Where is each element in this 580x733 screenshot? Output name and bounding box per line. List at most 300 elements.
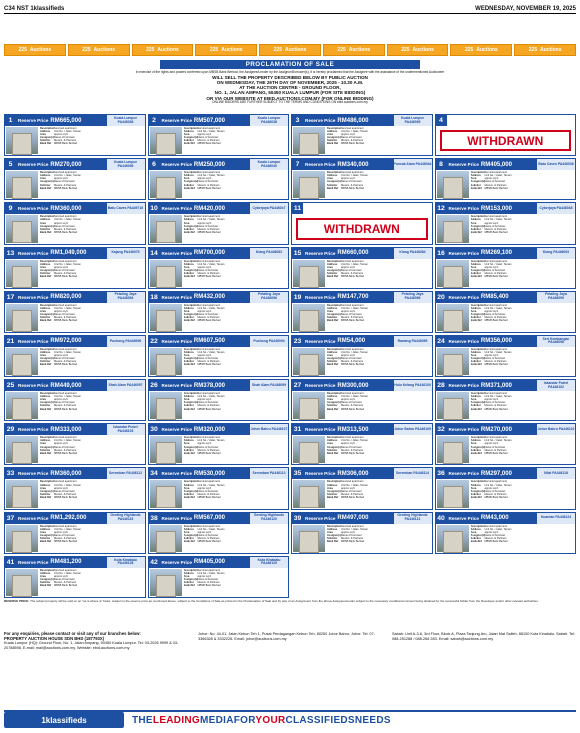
tab-label: Auctions (348, 47, 371, 53)
detail-value: Messrs. & Partners (197, 183, 220, 187)
detail-key: Address (470, 218, 481, 222)
lot-card (291, 467, 433, 509)
detail-value: Serviced apartment (197, 215, 220, 219)
auction-tab (450, 44, 512, 56)
lot-card (291, 335, 433, 377)
detail-value: Messrs. & Partners (197, 537, 220, 540)
lot-card (435, 114, 577, 156)
auction-tab (387, 44, 449, 56)
reserve-price (447, 248, 538, 259)
lot-number: 6 (149, 159, 160, 170)
reserve-price-label: Reserve Price (18, 471, 49, 477)
detail-key: Bank Ref (470, 495, 482, 499)
detail-value: approx sq.ft. (54, 177, 69, 181)
lot-details (40, 171, 144, 198)
lot-location: Nilai PA446118 (537, 468, 575, 479)
reserve-price-amount: RM1,292,000 (50, 515, 87, 522)
detail-value: Name of borrower (197, 313, 219, 316)
detail-value: approx sq.ft. (54, 133, 69, 137)
detail-value: MBSB Bank Berhad (197, 186, 221, 190)
lot-body (149, 259, 289, 288)
detail-key: Address (183, 130, 194, 134)
tag-e: YOUR (255, 714, 286, 726)
lot-body (149, 214, 289, 243)
lot-number: 34 (150, 470, 158, 478)
lot-details (40, 436, 144, 463)
detail-key: Description (327, 127, 342, 130)
detail-value: Messrs. & Partners (197, 492, 220, 496)
reserve-price (16, 380, 107, 391)
detail-key: Area (183, 398, 190, 402)
detail-key: Bank Ref (40, 407, 52, 411)
lot-location: Genting Highlands PA446119 (107, 513, 145, 524)
detail-value: Name of borrower (341, 489, 362, 493)
detail-value: Name of borrower (484, 489, 506, 493)
lot-details (184, 480, 288, 507)
reserve-price-label: Reserve Price (18, 118, 49, 123)
detail-value: Name of borrower (197, 224, 219, 228)
detail-key: Area (40, 442, 46, 446)
detail-key: Assignor(s) (327, 136, 342, 140)
property-photo (6, 436, 38, 463)
detail-value: approx sq.ft. (484, 177, 499, 181)
lot-body (436, 259, 576, 288)
detail-value: Messrs. & Partners (197, 581, 220, 585)
reserve-price-label: Reserve Price (448, 294, 479, 300)
masthead-right: WEDNESDAY, NOVEMBER 19, 2025 (475, 5, 576, 12)
lot-header (149, 248, 289, 259)
detail-value: Messrs. & Partners (341, 404, 364, 408)
reserve-price-label: Reserve Price (161, 294, 192, 300)
detail-value: Name of borrower (341, 401, 362, 405)
detail-key: Bank Ref (40, 186, 52, 190)
lot-details (471, 525, 575, 552)
lot-location: Kuala Lumpur PA446039 (394, 115, 432, 126)
detail-row (471, 187, 575, 190)
detail-key: Assignor(s) (327, 357, 342, 361)
detail-key: Address (327, 306, 338, 310)
lot-location: Cyberjaya PA446048 (537, 203, 575, 214)
lot-number: 5 (5, 159, 16, 170)
lot-card (291, 423, 433, 465)
detail-key: Description (470, 259, 485, 263)
lot-card (4, 202, 146, 244)
footer-tagline (124, 715, 576, 726)
lot-body (292, 524, 432, 553)
detail-value: approx sq.ft. (484, 442, 499, 446)
lot-header (292, 336, 432, 347)
auction-tab (514, 44, 576, 56)
detail-value: Messrs. & Partners (341, 448, 364, 452)
lot-details (327, 525, 431, 552)
detail-value: Serviced apartment (484, 392, 507, 396)
lot-number: 15 (293, 249, 302, 257)
detail-key: Bank Ref (40, 142, 52, 146)
reserve-price (303, 115, 394, 126)
lot-location: Puncak Alam PA446044 (394, 159, 432, 170)
lot-card (291, 114, 433, 156)
lot-details (40, 215, 144, 242)
reserve-price-amount: RM486,000 (337, 117, 369, 124)
lot-details (40, 127, 144, 154)
detail-value: Messrs. & Partners (54, 227, 77, 231)
reserve-price-label: Reserve Price (18, 338, 49, 344)
detail-key: Area (327, 530, 333, 534)
detail-key: Bank Ref (183, 451, 195, 455)
detail-row (40, 319, 144, 322)
reserve-price-amount: RM449,000 (50, 382, 82, 389)
detail-value: Serviced apartment (484, 259, 507, 263)
intro-line-6: OR VIA OUR WEBSITE AT EBID.AUCTIONS.COM.MY (FOR ONLINE BIDDING) (206, 95, 374, 101)
detail-key: Solicitor (40, 227, 51, 231)
lot-header (436, 336, 576, 347)
reserve-price-amount: RM340,000 (337, 161, 369, 168)
reserve-price-amount: RM269,100 (480, 250, 512, 257)
reserve-price (303, 336, 394, 347)
detail-key: Solicitor (470, 492, 481, 496)
detail-key: Address (40, 174, 51, 178)
detail-key: Bank Ref (470, 363, 482, 367)
detail-key: Description (40, 171, 55, 175)
reserve-price (160, 336, 251, 347)
lot-location: Kuala Lumpur PA446036 (107, 115, 145, 126)
detail-value: Name of borrower (54, 357, 75, 361)
reserve-price-label: Reserve Price (18, 383, 49, 389)
detail-row (471, 319, 575, 322)
lot-header (436, 248, 576, 259)
lot-header (436, 203, 576, 214)
detail-key: Area (183, 575, 190, 578)
property-photo (150, 525, 182, 552)
detail-key: Area (183, 486, 190, 490)
detail-value: Unit No. / Jalan, Taman (197, 351, 225, 354)
detail-key: Solicitor (327, 404, 338, 408)
detail-row (327, 408, 431, 411)
detail-value: approx sq.ft. (197, 575, 212, 578)
detail-key: Bank Ref (40, 319, 52, 323)
detail-key: Description (327, 524, 342, 528)
contact-hq (4, 632, 188, 682)
detail-key: Area (327, 265, 333, 269)
detail-key: Description (40, 303, 55, 307)
contact-sabah: Sabah: Unit A-3-6, 3rd Floor, Block A, Plaza Tanjung Aru, Jalan Mat Salleh, 88100 Kota Kinabalu, Sabah. Tel: 088-251288 / 088-266 283. Email: sabah@auctions.com.my (392, 632, 576, 641)
lot-details (184, 260, 288, 287)
lot-card (148, 202, 290, 244)
reserve-price-amount: RM607,500 (193, 338, 225, 345)
detail-key: Address (183, 351, 194, 354)
detail-value: Name of borrower (484, 401, 506, 405)
detail-key: Bank Ref (470, 275, 482, 278)
detail-key: Description (183, 392, 198, 396)
reserve-price (160, 424, 251, 435)
lot-location: Petaling Jaya PA446096 (250, 292, 288, 303)
reserve-price-amount: RM313,500 (337, 426, 369, 433)
reserve-price-amount: RM320,000 (193, 426, 225, 433)
detail-key: Solicitor (40, 316, 51, 320)
detail-value: Serviced apartment (341, 392, 364, 396)
reserve-price (447, 159, 538, 170)
detail-row (184, 408, 288, 411)
tag-b: LEADING (152, 714, 201, 726)
detail-value: Name of borrower (54, 578, 75, 582)
detail-row (40, 540, 144, 543)
detail-value: Unit No. / Jalan, Taman (54, 571, 81, 575)
detail-value: Messrs. & Partners (54, 316, 77, 320)
detail-value: Name of borrower (341, 180, 362, 184)
detail-row (184, 363, 288, 366)
detail-value: Unit No. / Jalan, Taman (484, 306, 512, 310)
reserve-price-amount: RM360,000 (50, 205, 82, 212)
detail-value: Messrs. & Partners (54, 139, 77, 143)
lot-card (148, 512, 290, 554)
detail-row (327, 540, 431, 543)
property-photo (437, 480, 469, 507)
lot-number: 23 (293, 337, 302, 345)
detail-value: Unit No. / Jalan, Taman (197, 483, 225, 487)
detail-key: Area (470, 265, 477, 269)
detail-value: approx sq.ft. (484, 486, 499, 490)
footer-banner (4, 710, 576, 728)
detail-value: MBSB Bank Berhad (484, 230, 508, 234)
property-photo (6, 392, 38, 419)
brand-logo: 1klassifieds (4, 712, 124, 728)
lot-card (4, 467, 146, 509)
lot-card (435, 423, 577, 465)
detail-key: Bank Ref (40, 451, 52, 455)
detail-key: Bank Ref (40, 495, 52, 499)
lot-location: Genting Highlands PA446120 (250, 513, 288, 524)
lot-body (292, 170, 432, 199)
reserve-price (160, 115, 251, 126)
detail-value: Unit No. / Jalan, Taman (341, 306, 368, 310)
lot-number: 8 (436, 159, 447, 170)
detail-key: Area (470, 354, 477, 358)
detail-value: Messrs. & Partners (341, 316, 364, 320)
detail-value: Serviced apartment (484, 303, 507, 307)
detail-value: Messrs. & Partners (197, 271, 220, 275)
detail-value: Name of borrower (484, 357, 506, 361)
lot-number: 27 (293, 382, 302, 390)
detail-key: Bank Ref (470, 451, 482, 455)
detail-value: MBSB Bank Berhad (484, 275, 508, 278)
detail-value: approx sq.ft. (341, 133, 356, 137)
tab-label: Auctions (221, 47, 243, 53)
detail-key: Description (470, 347, 485, 351)
intro-line-4: AT THE AUCTION CENTRE - GROUND FLOOR, (239, 85, 341, 91)
property-photo (150, 436, 182, 463)
lot-header (292, 468, 432, 479)
property-photo (150, 392, 182, 419)
lot-header (149, 468, 289, 479)
detail-value: MBSB Bank Berhad (197, 230, 221, 234)
reserve-price (16, 468, 107, 479)
tag-a: THE (132, 714, 153, 726)
detail-key: Area (327, 486, 333, 490)
detail-value: Messrs. & Partners (484, 404, 507, 408)
detail-value: Unit No. / Jalan, Taman (341, 439, 368, 443)
detail-key: Assignor(s) (183, 489, 198, 493)
detail-value: approx sq.ft. (341, 398, 356, 402)
lot-body (149, 435, 289, 464)
detail-value: Unit No. / Jalan, Taman (54, 351, 81, 354)
lot-number: 20 (437, 293, 445, 301)
detail-key: Bank Ref (40, 584, 52, 588)
lot-number: 19 (293, 293, 302, 301)
detail-key: Assignor(s) (40, 224, 55, 228)
detail-value: Serviced apartment (341, 127, 364, 130)
detail-value: Serviced apartment (197, 171, 220, 175)
lot-body (149, 170, 289, 199)
reserve-price-label: Reserve Price (305, 427, 336, 433)
detail-value: Unit No. / Jalan, Taman (54, 483, 81, 487)
detail-value: MBSB Bank Berhad (197, 142, 221, 146)
detail-value: Unit No. / Jalan, Taman (197, 130, 225, 134)
reserve-price-amount: RM660,000 (337, 250, 369, 257)
detail-value: Unit No. / Jalan, Taman (341, 130, 368, 134)
detail-value: Name of borrower (341, 357, 362, 361)
contact-sabah-col (392, 632, 576, 682)
reserve-price-amount: RM54,000 (337, 338, 366, 345)
detail-key: Solicitor (183, 139, 194, 143)
reserve-price-amount: RM270,000 (50, 161, 82, 168)
lot-card (435, 158, 577, 200)
lot-location: Iskandar Puteri PA446103 (107, 424, 145, 435)
lot-location: Klang PA446084 (394, 248, 432, 259)
reserve-price-amount: RM333,000 (50, 426, 82, 433)
detail-value: Name of borrower (484, 180, 506, 184)
detail-key: Area (327, 442, 333, 446)
detail-key: Description (183, 215, 198, 219)
detail-key: Solicitor (327, 448, 338, 452)
detail-value: MBSB Bank Berhad (54, 230, 78, 234)
detail-value: Serviced apartment (54, 436, 77, 440)
detail-value: Messrs. & Partners (484, 227, 507, 231)
reserve-price-label: Reserve Price (448, 162, 479, 168)
lot-location: Seremban PA446114 (394, 468, 432, 479)
reserve-price-label: Reserve Price (161, 118, 192, 123)
detail-key: Description (470, 215, 485, 219)
detail-value: approx sq.ft. (197, 309, 212, 313)
lot-header (436, 513, 576, 524)
detail-value: Unit No. / Jalan, Taman (341, 262, 368, 266)
detail-key: Solicitor (470, 183, 481, 187)
lot-number: 13 (6, 249, 15, 257)
reserve-price-amount: RM567,000 (193, 515, 225, 522)
detail-key: Description (40, 392, 55, 396)
auction-tab (195, 44, 257, 56)
lot-body (292, 303, 432, 332)
property-photo (437, 436, 469, 463)
tab-number: 225 (146, 47, 155, 53)
detail-value: Messrs. & Partners (54, 360, 77, 364)
contact-company: PROPERTY AUCTION HOUSE SDN BHD (187793X) (4, 635, 105, 641)
lot-card (435, 335, 577, 377)
detail-key: Bank Ref (183, 186, 195, 190)
lot-body (149, 347, 289, 376)
detail-value: MBSB Bank Berhad (197, 275, 221, 278)
detail-value: Serviced apartment (484, 524, 507, 528)
detail-value: Messrs. & Partners (197, 448, 220, 452)
reserve-price-amount: RM665,000 (50, 117, 82, 124)
reserve-price-amount: RM356,000 (480, 338, 512, 345)
detail-key: Description (327, 392, 342, 396)
lot-location: Petaling Jaya PA446096 (394, 292, 432, 303)
lot-details (184, 127, 288, 154)
property-photo (6, 480, 38, 507)
detail-key: Address (183, 527, 194, 531)
lot-details (471, 171, 575, 198)
reserve-price (303, 468, 394, 479)
detail-value: approx sq.ft. (197, 265, 212, 269)
reserve-price (16, 424, 107, 435)
detail-value: Serviced apartment (54, 171, 77, 175)
reserve-price-label: Reserve Price (18, 559, 49, 565)
detail-row (327, 496, 431, 499)
reserve-price-amount: RM405,000 (193, 559, 225, 566)
detail-row (184, 496, 288, 499)
detail-key: Solicitor (470, 316, 481, 320)
detail-key: Area (470, 177, 477, 181)
lot-number: 28 (437, 382, 445, 390)
detail-value: Unit No. / Jalan, Taman (54, 527, 81, 531)
lot-location: Batu Caves PA449716 (107, 203, 145, 214)
detail-value: Unit No. / Jalan, Taman (54, 262, 81, 266)
detail-value: Serviced apartment (341, 259, 364, 263)
reserve-price (447, 513, 538, 524)
detail-value: Name of borrower (54, 445, 75, 449)
detail-key: Address (40, 527, 51, 531)
lot-details (184, 171, 288, 198)
reserve-price-amount: RM153,000 (480, 205, 512, 212)
lot-card (4, 335, 146, 377)
lot-body (149, 126, 289, 155)
lot-header (5, 203, 145, 214)
detail-value: Name of borrower (54, 268, 75, 272)
detail-value: Unit No. / Jalan, Taman (341, 351, 368, 354)
lot-details (327, 171, 431, 198)
property-photo (150, 127, 182, 154)
lot-card (435, 512, 577, 554)
reserve-price (303, 424, 394, 435)
detail-key: Assignor(s) (327, 533, 342, 537)
lot-number: 30 (150, 426, 158, 434)
detail-value: approx sq.ft. (341, 486, 356, 490)
lot-card (4, 247, 146, 289)
lot-number: 12 (437, 205, 445, 213)
detail-key: Description (327, 480, 342, 484)
proclamation-header: PROCLAMATION OF SALE (160, 60, 420, 69)
reserve-text: The subject property will be sold on an "as is where is" basis, subject to the reserve price as mentioned above, subject to the Conditions of Sale as printed in the Proclamation of Sale and by way of an Assignment from the above Assignee/Lender subject to the necessary conditional consent being obtained by the successful bidder from the Developer and/or other relevant authorities. (30, 599, 539, 603)
lot-location: Seri Kembangan PA446096 (537, 336, 575, 347)
detail-row (471, 275, 575, 278)
detail-key: Bank Ref (183, 319, 195, 323)
detail-key: Solicitor (183, 227, 194, 231)
detail-value: approx sq.ft. (484, 530, 499, 534)
detail-value: Serviced apartment (484, 347, 507, 351)
lot-number: 24 (437, 337, 445, 345)
detail-key: Solicitor (40, 537, 51, 540)
detail-value: Unit No. / Jalan, Taman (54, 174, 81, 178)
auction-tab (132, 44, 194, 56)
detail-row (40, 452, 144, 455)
lot-header (292, 513, 432, 524)
detail-key: Solicitor (40, 139, 51, 143)
lot-body (436, 347, 576, 376)
property-photo (437, 392, 469, 419)
detail-value: Unit No. / Jalan, Taman (197, 306, 225, 310)
detail-key: Description (470, 480, 485, 484)
lot-header (5, 159, 145, 170)
